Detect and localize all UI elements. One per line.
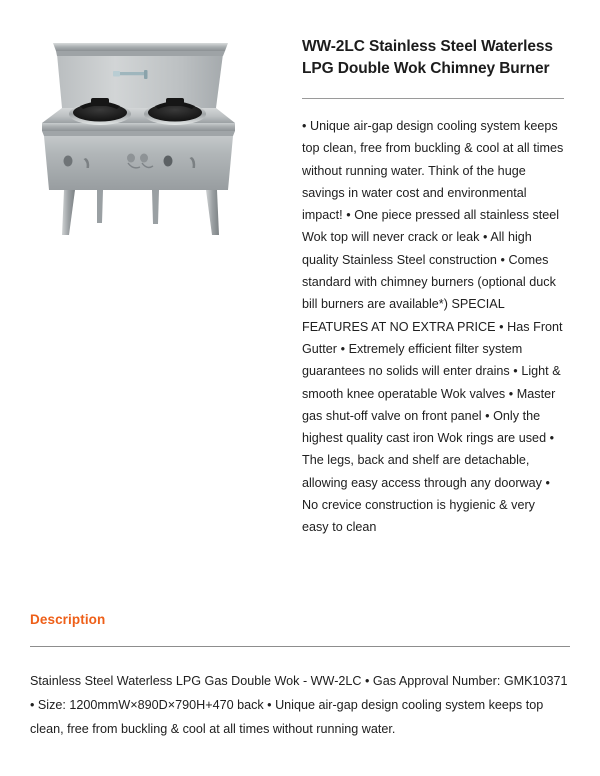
product-image-container bbox=[0, 0, 290, 245]
leg-rear-left bbox=[97, 190, 103, 223]
gas-gauge-right bbox=[140, 154, 148, 163]
burner-chimney-left bbox=[91, 98, 109, 106]
description-divider bbox=[30, 646, 570, 647]
valve-knob-left[interactable] bbox=[64, 156, 73, 167]
description-body-text: Stainless Steel Waterless LPG Gas Double Wok - WW-2LC • Gas Approval Number: GMK10371 • Size: 1200mmW×890D×790H+470 back • Unique air-gap design cooling system keeps top clean, free from buckling & cool at all times without running water. bbox=[30, 674, 568, 736]
deck-front-edge bbox=[42, 123, 235, 131]
gas-gauge-left bbox=[127, 154, 135, 163]
leg-rear-right bbox=[152, 190, 159, 224]
title-divider bbox=[302, 98, 564, 99]
leg-front-left bbox=[62, 190, 75, 235]
description-section bbox=[0, 600, 600, 741]
leg-front-right bbox=[206, 190, 219, 235]
product-title: WW-2LC Stainless Steel Waterless LPG Double Wok Chimney Burner bbox=[302, 38, 553, 77]
master-shutoff-valve[interactable] bbox=[164, 156, 173, 167]
spout-elbow bbox=[144, 70, 148, 79]
front-panel bbox=[44, 136, 233, 190]
front-gutter bbox=[42, 131, 235, 136]
description-heading: Description bbox=[30, 612, 106, 627]
product-features-text: • Unique air-gap design cooling system keeps top clean, free from buckling & cool at all times without running water. Think of the huge savings in water cost and environmental impact! • One piece pressed all stainless steel Wok top will never crack or leak • All high quality Stainless Steel construction • Comes standard with chimney burners (optional duck bill burners are available*) SPECIAL FEATURES AT NO EXTRA PRICE • Has Front Gutter • Extremely efficient filter system guarantees no solids will enter drains • Light & smooth knee operatable Wok valves • Master gas shut-off valve on front panel • Only the highest quality cast iron Wok rings are used • The legs, back and shelf are detachable, allowing easy access through any doorway • No crevice construction is hygienic & very easy to clean bbox=[302, 119, 564, 535]
top-shelf-edge bbox=[56, 51, 225, 56]
product-info bbox=[290, 0, 600, 539]
burner-chimney-right bbox=[166, 98, 184, 106]
spout-head bbox=[113, 71, 120, 77]
top-shelf bbox=[53, 43, 228, 51]
product-image[interactable] bbox=[20, 30, 280, 245]
wok-burner-illustration bbox=[20, 30, 280, 245]
backsplash-panel bbox=[57, 54, 223, 108]
